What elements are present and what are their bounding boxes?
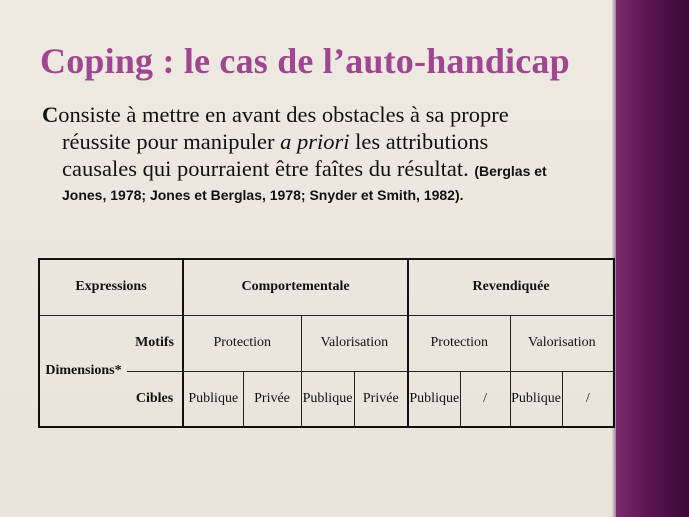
label-cibles: Cibles — [127, 371, 183, 427]
cible-cell: / — [562, 371, 614, 427]
para-italic: a priori — [280, 129, 350, 154]
drop-letter: C — [42, 102, 59, 127]
motif-cell: Protection — [183, 315, 301, 371]
para-line-3 — [42, 155, 608, 185]
para-line-1 — [42, 101, 608, 128]
para-text: les attributions — [349, 129, 489, 154]
citation-line: Jones, 1978; Jones et Berglas, 1978; Snyder et Smith, 1982). — [62, 187, 464, 203]
para-text: onsiste à mettre en avant des obstacles à sa propre — [58, 102, 509, 127]
cible-cell: Publique — [510, 371, 562, 427]
slide-paragraph — [42, 101, 608, 205]
cible-cell: Privée — [243, 371, 301, 427]
motif-cell: Valorisation — [301, 315, 408, 371]
decorative-sidebar — [616, 0, 689, 517]
header-revendiquee: Revendiquée — [408, 259, 614, 315]
cible-cell: Publique — [183, 371, 243, 427]
citation-start: (Berglas et — [474, 163, 547, 179]
cible-cell: Publique — [408, 371, 460, 427]
para-text: réussite pour manipuler — [62, 129, 281, 154]
motif-cell: Protection — [408, 315, 510, 371]
cible-cell: Privée — [354, 371, 408, 427]
label-dimensions: Dimensions* — [39, 315, 127, 427]
cible-cell: / — [460, 371, 510, 427]
dimensions-table — [38, 258, 615, 428]
para-line-2 — [42, 128, 608, 155]
para-text: causales qui pourraient être faîtes du résultat. — [62, 156, 475, 181]
label-motifs: Motifs — [127, 315, 183, 371]
header-expressions: Expressions — [39, 259, 183, 315]
motif-cell: Valorisation — [510, 315, 614, 371]
header-comportementale: Comportementale — [183, 259, 408, 315]
slide-title: Coping : le cas de l’auto-handicap — [40, 41, 570, 81]
cible-cell: Publique — [301, 371, 354, 427]
